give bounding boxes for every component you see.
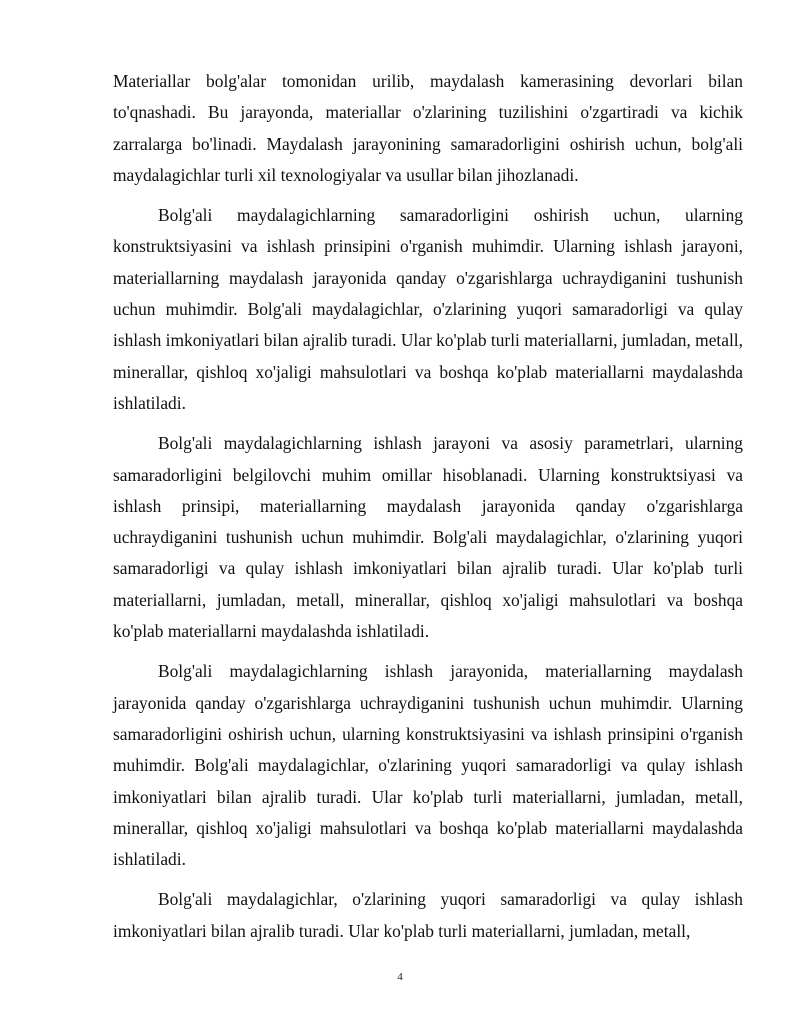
paragraph-2: Bolg'ali maydalagichlarning samaradorligini oshirish uchun, ularning konstruktsiyasini va ishlash prinsipini o'rganish muhimdir. Ularning ishlash jarayoni, materiallarning maydalash jarayonida qanday o'zgarishlarga uchraydiganini tushunish uchun muhimdir. Bolg'ali maydalagichlar, o'zlarining yuqori samaradorligi va qulay ishlash imkoniyatlari bilan ajralib turadi. Ular ko'plab turli materiallarni, jumladan, metall, minerallar, qishloq xo'jaligi mahsulotlari va boshqa ko'plab materiallarni maydalashda ishlatiladi. — [113, 205, 743, 413]
document-page — [113, 66, 743, 956]
page-number: 4 — [397, 971, 403, 983]
paragraph-4: Bolg'ali maydalagichlarning ishlash jarayonida, materiallarning maydalash jarayonida qanday o'zgarishlarga uchraydiganini tushunish uchun muhimdir. Ularning samaradorligini oshirish uchun, ularning konstruktsiyasini va ishlash prinsipini o'rganish muhimdir. Bolg'ali maydalagichlar, o'zlarining yuqori samaradorligi va qulay ishlash imkoniyatlari bilan ajralib turadi. Ular ko'plab turli materiallarni, jumladan, metall, minerallar, qishloq xo'jaligi mahsulotlari va boshqa ko'plab materiallarni maydalashda ishlatiladi. — [113, 661, 743, 870]
paragraph-3: Bolg'ali maydalagichlarning ishlash jarayoni va asosiy parametrlari, ularning samaradorligini belgilovchi muhim omillar hisoblanadi. Ularning konstruktsiyasi va ishlash prinsipi, materiallarning maydalash jarayonida qanday o'zgarishlarga uchraydiganini tushunish uchun muhimdir. Bolg'ali maydalagichlar, o'zlarining yuqori samaradorligi va qulay ishlash imkoniyatlari bilan ajralib turadi. Ular ko'plab turli materiallarni, jumladan, metall, minerallar, qishloq xo'jaligi mahsulotlari va boshqa ko'plab materiallarni maydalashda ishlatiladi. — [113, 433, 743, 642]
paragraph-1: Materiallar bolg'alar tomonidan urilib, maydalash kamerasining devorlari bilan to'qnashadi. Bu jarayonda, materiallar o'zlarining tuzilishini o'zgartiradi va kichik zarralarga bo'linadi. Maydalash jarayonining samaradorligini oshirish uchun, bolg'ali maydalagichlar turli xil texnologiyalar va usullar bilan jihozlanadi. — [113, 71, 743, 185]
paragraph-5: Bolg'ali maydalagichlar, o'zlarining yuqori samaradorligi va qulay ishlash imkoniyatlari bilan ajralib turadi. Ular ko'plab turli materiallarni, jumladan, metall, — [113, 889, 743, 941]
